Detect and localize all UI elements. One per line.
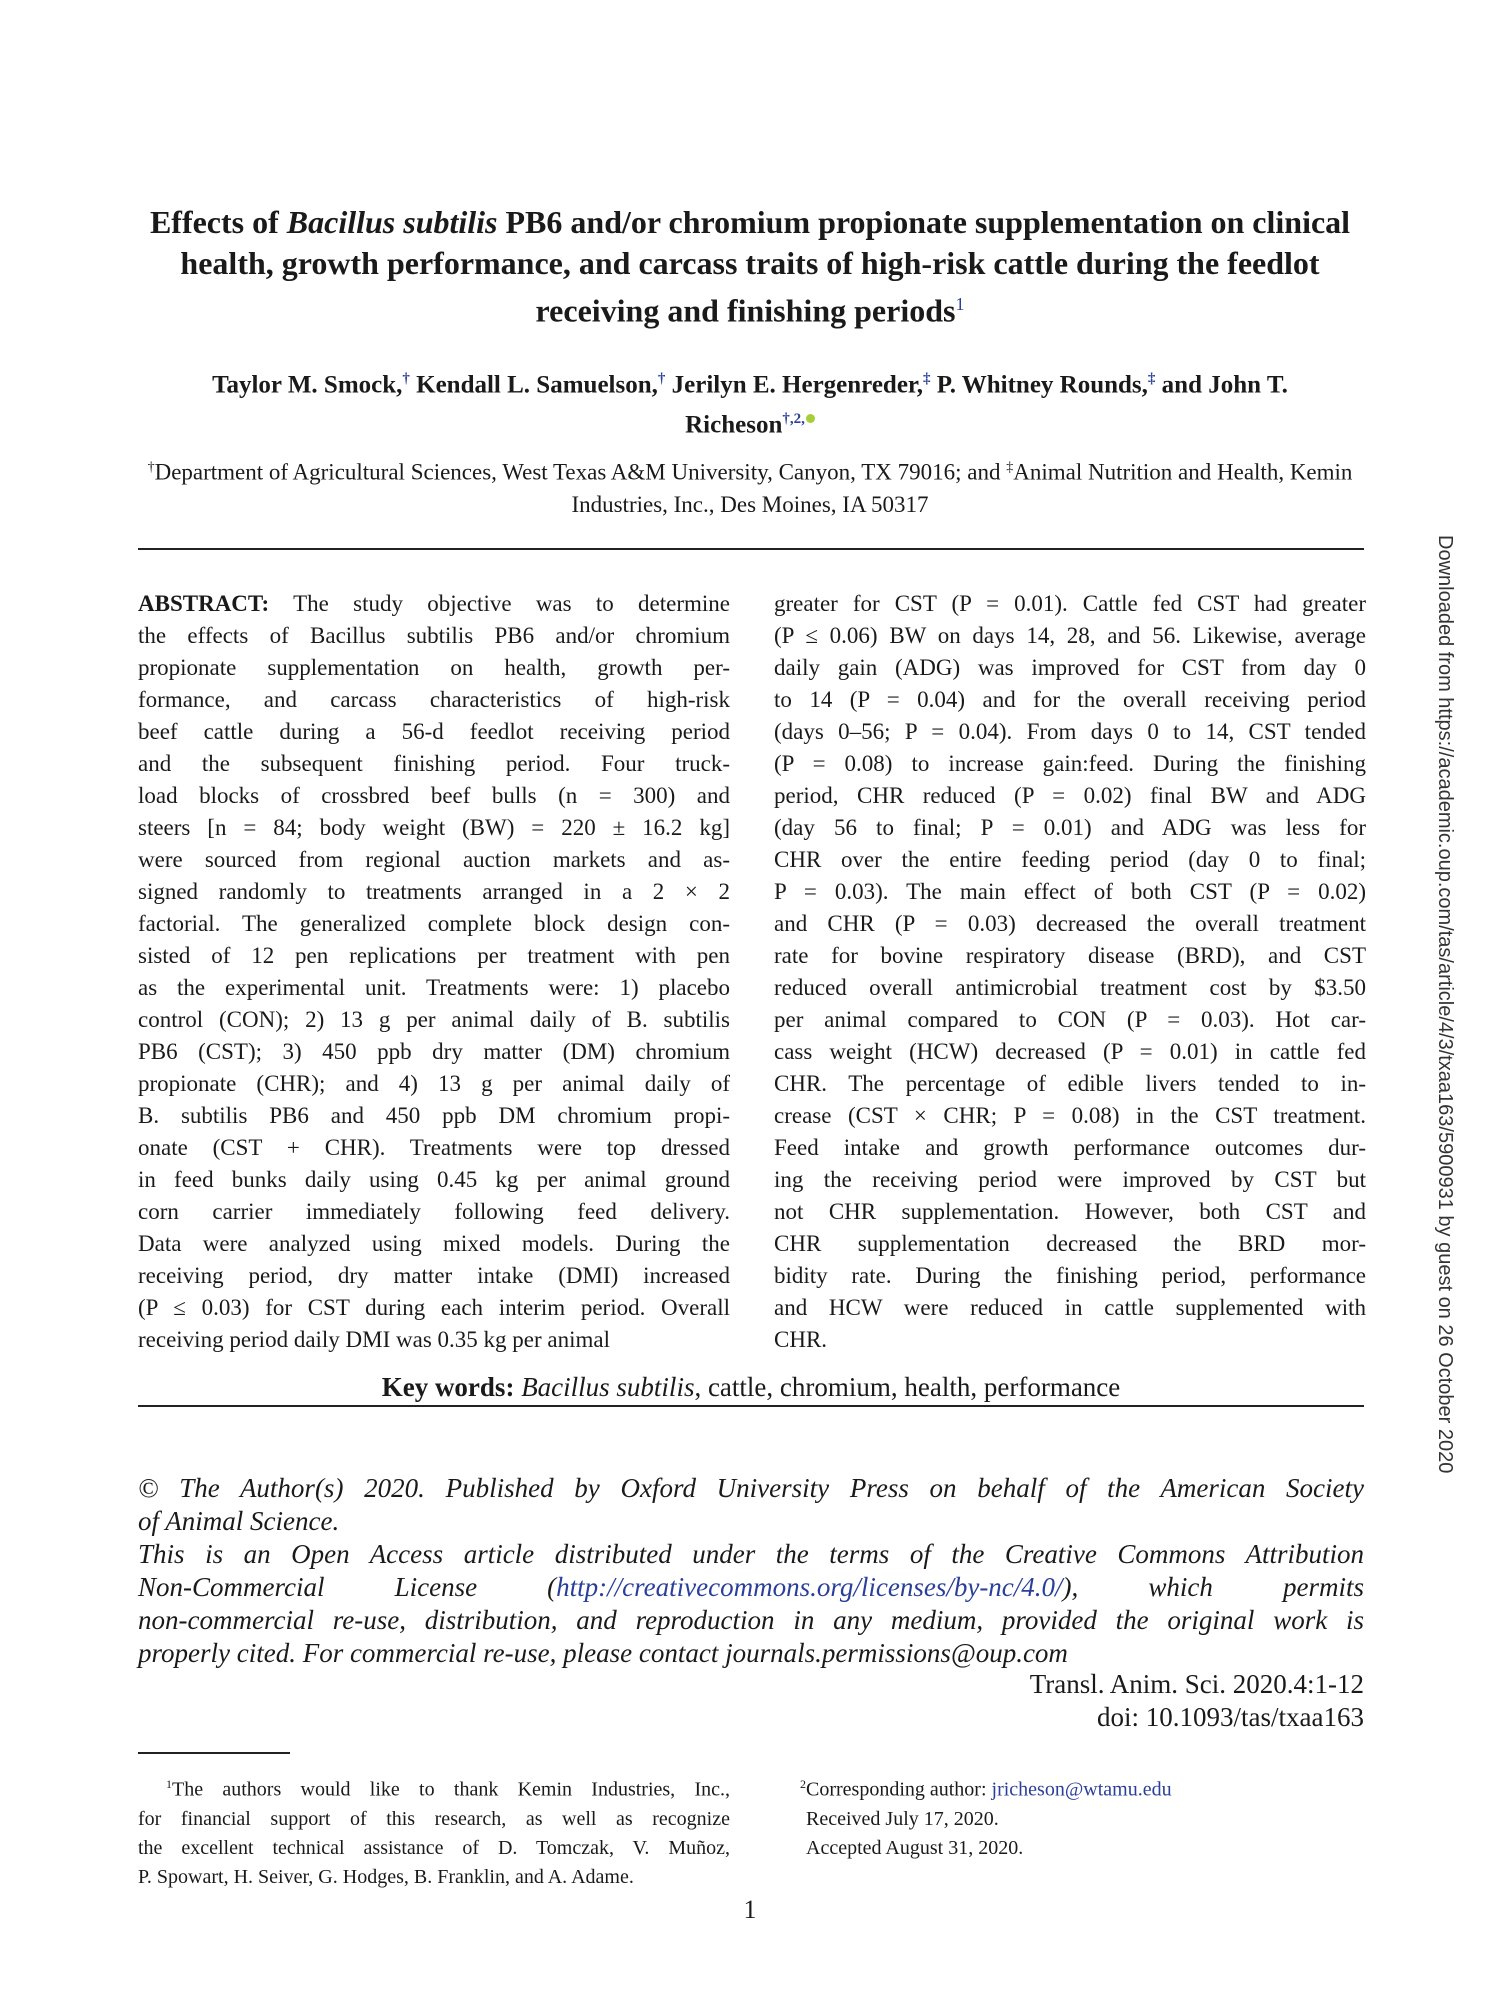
- abstract-line: receiving period, dry matter intake (DMI) increased: [138, 1263, 730, 1288]
- article-title: Effects of Bacillus subtilis PB6 and/or chromium propionate supplementation on clinical health, growth performance, and carcass traits of high-risk cattle during the feedlot receiving and finishing periods$^1$: [149, 204, 1351, 329]
- orcid-icon[interactable]: [806, 414, 815, 423]
- abstract-line: formance, and carcass characteristics of high-risk: [138, 687, 730, 712]
- abstract-line: greater for CST (P = 0.01). Cattle fed CST had greater: [774, 591, 1366, 616]
- abstract-line: the effects of Bacillus subtilis PB6 and/or chromium: [138, 623, 730, 648]
- abstract-line: P = 0.03). The main effect of both CST (P = 0.02): [774, 879, 1366, 904]
- abstract-line: control (CON); 2) 13 g per animal daily of B. subtilis: [138, 1007, 730, 1032]
- abstract-line: and HCW were reduced in cattle supplemented with: [774, 1295, 1366, 1320]
- abstract-line: receiving period daily DMI was 0.35 kg per animal: [138, 1327, 611, 1352]
- page-number: 1: [743, 1895, 757, 1924]
- download-watermark: Downloaded from https://academic.oup.com/tas/article/4/3/txaa163/5900931 by guest on 26 October 2020: [1434, 535, 1456, 1474]
- abstract-line: ing the receiving period were improved by CST but: [774, 1167, 1366, 1192]
- abstract-line: daily gain (ADG) was improved for CST from day 0: [774, 655, 1366, 680]
- abstract-line: (days 0–56; P = 0.04). From days 0 to 14, CST tended: [774, 719, 1366, 744]
- author: Jerilyn E. Hergenreder,: [671, 371, 923, 399]
- footnote-correspondence: $^2$Corresponding author: jricheson@wtamu.edu Received July 17, 2020. Accepted August 31, 2020.: [800, 1770, 1320, 1863]
- author: Kendall L. Samuelson,: [416, 371, 658, 399]
- abstract-line: (day 56 to final; P = 0.01) and ADG was less for: [774, 815, 1366, 840]
- abstract-line: as the experimental unit. Treatments were: 1) placebo: [138, 975, 730, 1000]
- footnote-acknowledgments: $^1$The authors would like to thank Kemin Industries, Inc., for financial support of this research, as well as recognize the excellent technical assistance of D. Tomczak, V. Muñoz, P. Spowart, H. Seiver, G. Hodges, B. Franklin, and A. Adame.: [138, 1777, 730, 1888]
- abstract-line: and CHR (P = 0.03) decreased the overall treatment: [774, 911, 1366, 936]
- abstract-line: propionate supplementation on health, growth per-: [138, 655, 730, 680]
- author: and John T. Richeson: [685, 371, 1288, 439]
- abstract-line: and the subsequent finishing period. Four truck-: [138, 751, 730, 776]
- divider: [138, 548, 1364, 550]
- abstract-line: cass weight (HCW) decreased (P = 0.01) in cattle fed: [774, 1039, 1366, 1064]
- abstract-line: rate for bovine respiratory disease (BRD), and CST: [774, 943, 1366, 968]
- abstract-line: CHR over the entire feeding period (day 0 to final;: [774, 847, 1366, 872]
- abstract-line: (P = 0.08) to increase gain:feed. During the finishing: [774, 751, 1366, 776]
- author: Taylor M. Smock,: [212, 371, 403, 399]
- abstract-line: not CHR supplementation. However, both CST and: [774, 1199, 1366, 1224]
- abstract-line: to 14 (P = 0.04) and for the overall receiving period: [774, 687, 1366, 712]
- abstract-line: period, CHR reduced (P = 0.02) final BW and ADG: [774, 783, 1366, 808]
- abstract-line: onate (CST + CHR). Treatments were top dressed: [138, 1135, 730, 1160]
- author: P. Whitney Rounds,: [936, 371, 1148, 399]
- abstract-line: propionate (CHR); and 4) 13 g per animal daily of: [138, 1071, 730, 1096]
- abstract-line: CHR.: [774, 1327, 828, 1352]
- doi[interactable]: doi: 10.1093/tas/txaa163: [1097, 1702, 1364, 1732]
- accepted-date: Accepted August 31, 2020.: [806, 1836, 1024, 1859]
- abstract-line: Feed intake and growth performance outcomes dur-: [774, 1135, 1366, 1160]
- abstract-line: B. subtilis PB6 and 450 ppb DM chromium propi-: [138, 1103, 730, 1128]
- corresponding-email[interactable]: jricheson@wtamu.edu: [991, 1778, 1172, 1801]
- abstract-line: were sourced from regional auction markets and as-: [138, 847, 730, 872]
- received-date: Received July 17, 2020.: [806, 1807, 999, 1830]
- divider: [138, 1405, 1364, 1407]
- footnote-divider: [138, 1752, 290, 1754]
- abstract-line: CHR. The percentage of edible livers tended to in-: [774, 1071, 1366, 1096]
- abstract-line: Data were analyzed using mixed models. During the: [138, 1231, 730, 1256]
- license-link[interactable]: http://creativecommons.org/licenses/by-nc/4.0/: [556, 1572, 1063, 1602]
- abstract-right-column: [774, 588, 1366, 1356]
- abstract-line: load blocks of crossbred beef bulls (n = 300) and: [138, 783, 730, 808]
- abstract-line: corn carrier immediately following feed delivery.: [138, 1199, 730, 1224]
- abstract-line: factorial. The generalized complete block design con-: [138, 911, 730, 936]
- abstract-line: steers [n = 84; body weight (BW) = 220 ± 16.2 kg]: [138, 815, 730, 840]
- title-footnote-mark[interactable]: 1: [955, 294, 965, 314]
- abstract-line: ABSTRACT: The study objective was to determine: [138, 591, 730, 616]
- abstract-left-column: [138, 588, 730, 1356]
- author-list: Taylor M. Smock,† Kendall L. Samuelson,† Jerilyn E. Hergenreder,‡ P. Whitney Rounds,‡ and John T. Richeson$^{\dagger,2,}$: [212, 371, 1288, 439]
- abstract-line: CHR supplementation decreased the BRD mor-: [774, 1231, 1366, 1256]
- abstract-line: sisted of 12 pen replications per treatment with pen: [138, 943, 730, 968]
- abstract-line: beef cattle during a 56-d feedlot receiving period: [138, 719, 730, 744]
- citation: [900, 1668, 1364, 1734]
- abstract-line: reduced overall antimicrobial treatment cost by $3.50: [774, 975, 1366, 1000]
- abstract-line: (P ≤ 0.06) BW on days 14, 28, and 56. Likewise, average: [774, 623, 1366, 648]
- abstract-line: signed randomly to treatments arranged in a 2 × 2: [138, 879, 730, 904]
- abstract-line: crease (CST × CHR; P = 0.08) in the CST treatment.: [774, 1103, 1366, 1128]
- abstract-line: per animal compared to CON (P = 0.03). Hot car-: [774, 1007, 1366, 1032]
- abstract-line: bidity rate. During the finishing period, performance: [774, 1263, 1366, 1288]
- license-statement: © The Author(s) 2020. Published by Oxford University Press on behalf of the American Society of Animal Science. This is an Open Access article distributed under the terms of the Creative Commons Attribution Non-Commercial License (http://creativecommons.org/licenses/by-nc/4.0/), which permits non-commercial re-use, distribution, and reproduction in any medium, provided the original work is properly cited. For commercial re-use, please contact journals.permissions@oup.com: [138, 1473, 1364, 1668]
- abstract-label: ABSTRACT:: [138, 591, 270, 616]
- affiliations: †Department of Agricultural Sciences, West Texas A&M University, Canyon, TX 79016; and ‡Animal Nutrition and Health, Kemin Industries, Inc., Des Moines, IA 50317: [147, 459, 1353, 517]
- journal-reference: Transl. Anim. Sci. 2020.4:1-12: [1029, 1669, 1364, 1699]
- keywords: Key words: Bacillus subtilis, cattle, chromium, health, performance: [381, 1372, 1121, 1402]
- abstract-line: PB6 (CST); 3) 450 ppb dry matter (DM) chromium: [138, 1039, 730, 1064]
- abstract-line: (P ≤ 0.03) for CST during each interim period. Overall: [138, 1295, 730, 1320]
- abstract-line: in feed bunks daily using 0.45 kg per animal ground: [138, 1167, 730, 1192]
